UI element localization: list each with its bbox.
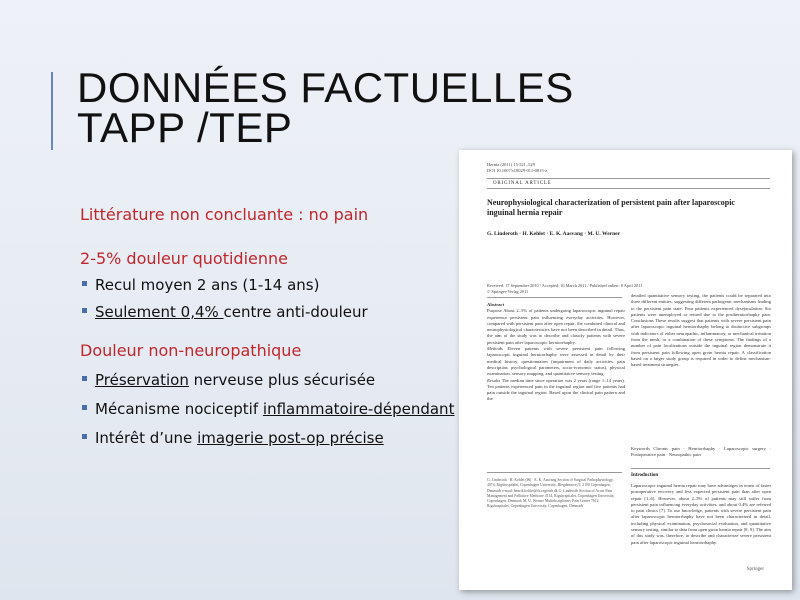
abstract-continued: detailed quantitative sensory testing, the patients could be separated into three different entities, suggesting different pathogenic mechanisms leading to the persistent pain state. Four patients experienced dysejaculation. Six patients were unemployed or retired due to the postherniorrhaphy pain. Conclusions These results suggest that patients with severe persistent pain after laparoscopic inguinal herniorrhaphy belong to distinctive subgroups with indicators of either neuropathic, inflammatory, or mechanical irritation from the mesh, or a combination of these symptoms. The findings of a number of pain localizations outside the inguinal region demonstrate it from persistent pain following open groin hernia repair. A classification based on a larger study group is required in order to define mechanism-based treatment strategies. bbox=[631, 293, 771, 368]
copyright-line: © Springer-Verlag 2011 bbox=[487, 289, 529, 294]
publisher-logo: Springer bbox=[746, 567, 764, 572]
divider bbox=[487, 472, 622, 473]
bullet-nociceptive bbox=[82, 400, 454, 418]
divider bbox=[631, 468, 770, 469]
bullet-text: Mécanisme nociceptif bbox=[95, 400, 263, 418]
title-line-1: DONNÉES FACTUELLES bbox=[77, 64, 574, 111]
article-title: Neurophysiological characterization of persistent pain after laparoscopic inguinal hernia repair bbox=[487, 198, 735, 217]
keywords: Keywords Chronic pain · Herniorrhaphy · Laparoscopic surgery · Postoperative pain · Neuropathic pain bbox=[631, 446, 771, 458]
underlined-text: Préservation bbox=[95, 371, 189, 389]
bullet-text: nerveuse plus sécurisée bbox=[188, 371, 376, 389]
results-text: The median time since operation was 2 years (range 1–14 years). Ten patients experienced pain in the inguinal region and five patients had pain outside the inguinal region. Based upon the clinical pain pattern and the bbox=[487, 377, 625, 402]
bullet-text: Recul moyen 2 ans (1-14 ans) bbox=[95, 276, 320, 294]
journal-line: Hernia (2011) 15:521–529 bbox=[487, 162, 535, 167]
divider bbox=[487, 188, 770, 189]
article-image bbox=[459, 150, 792, 590]
bullet-marker bbox=[82, 405, 87, 410]
bullet-marker bbox=[82, 434, 87, 439]
bullet-text: centre anti-douleur bbox=[223, 303, 368, 321]
introduction-text: Laparoscopic inguinal hernia repair may have advantages in terms of faster postoperative recovery and less expected persistent pain than after open repair [1–6]. However, about 2–5% of patients may still suffer from persistent pain influencing everyday activities, and about 0.4% are referred to pain clinics [7]. To our knowledge, patients with severe persistent pain after laparoscopic herniorrhaphy have not been characterized in detail, including physical examination, psychosocial evaluation, and quantitative sensory testing, similar to data from open groin hernia repair [8, 9]. The aim of this study was, therefore, to describe and characterize severe persistent pain after laparoscopic inguinal herniorrhaphy. bbox=[631, 483, 771, 545]
underlined-text: imagerie post-op précise bbox=[197, 429, 384, 447]
heading-literature: Littérature non concluante : no pain bbox=[80, 205, 369, 224]
title-accent-bar bbox=[51, 72, 53, 150]
methods-label: Methods bbox=[487, 346, 503, 352]
abstract-column bbox=[487, 302, 625, 403]
abstract-heading: Abstract bbox=[487, 302, 505, 307]
doi-line: DOI 10.1007/s10029-011-0815-z bbox=[487, 168, 548, 173]
underlined-text: inflammatoire-dépendant bbox=[262, 400, 455, 418]
divider bbox=[487, 297, 622, 298]
bullet-imaging bbox=[82, 429, 384, 447]
journal-citation bbox=[487, 162, 547, 174]
bullet-follow-up bbox=[82, 276, 319, 294]
author-affiliations: G. Linderoth · H. Kehlet (✉) · E. K. Aasvang Section of Surgical Pathophysiology, 4074, Rigshospitalet, Copenhagen University, Blegdamsvej 9, 2100 Copenhagen, Denmark e-mail: henrik.kehlet@rh.regionh.dk G. Linderoth Section of Acute Pain Management and Palliative Medicine 4114, Rigshospitalet, Copenhagen University, Copenhagen, Denmark M. U. Werner Multidisciplinary Pain Center 7612, Rigshospitalet, Copenhagen University, Copenhagen, Denmark bbox=[487, 478, 615, 509]
underlined-text: Seulement 0,4% bbox=[95, 303, 224, 321]
bullet-marker bbox=[82, 308, 87, 313]
divider bbox=[487, 178, 770, 179]
abstract-text: Purpose About 2–5% of patients undergoing laparoscopic inguinal repair experience persistent pain influencing everyday activities. However, compared with persistent pain after open repair, the combined clinical and neurophysiological characteristics have not been described in detail. Thus, the aim of the study was to describe and classify patients with severe persistent pain after laparoscopic herniorrhaphy. bbox=[487, 308, 625, 345]
heading-daily-pain: 2-5% douleur quotidienne bbox=[80, 249, 288, 268]
dates-line: Received: 17 September 2010 / Accepted: 16 March 2011 / Published online: 8 April 2011 bbox=[487, 283, 643, 288]
slide-title bbox=[77, 64, 574, 151]
bullet-marker bbox=[82, 376, 87, 381]
article-authors: G. Linderoth · H. Kehlet · E. K. Aasvang · M. U. Werner bbox=[487, 231, 621, 237]
introduction-heading: Introduction bbox=[631, 473, 659, 478]
bullet-nerve-preservation bbox=[82, 371, 375, 389]
results-label: Results bbox=[487, 377, 501, 383]
bullet-marker bbox=[82, 281, 87, 286]
heading-non-neuropathic: Douleur non-neuropathique bbox=[80, 341, 302, 360]
bullet-text: Intérêt d’une bbox=[95, 429, 198, 447]
bullet-pain-center bbox=[82, 303, 368, 321]
article-type: ORIGINAL ARTICLE bbox=[493, 181, 552, 186]
methods-text: Eleven patients with severe persistent pain following laparoscopic inguinal herniorrhaphy were assessed in detail by their medical history, questionnaires (impairment of daily activities, pain description, psychological parameters, socio-economic status), physical examination, sensory mapping, and quantitative sensory testing. bbox=[487, 346, 625, 377]
article-dates bbox=[487, 283, 642, 295]
title-line-2: TAPP /TEP bbox=[77, 104, 293, 151]
